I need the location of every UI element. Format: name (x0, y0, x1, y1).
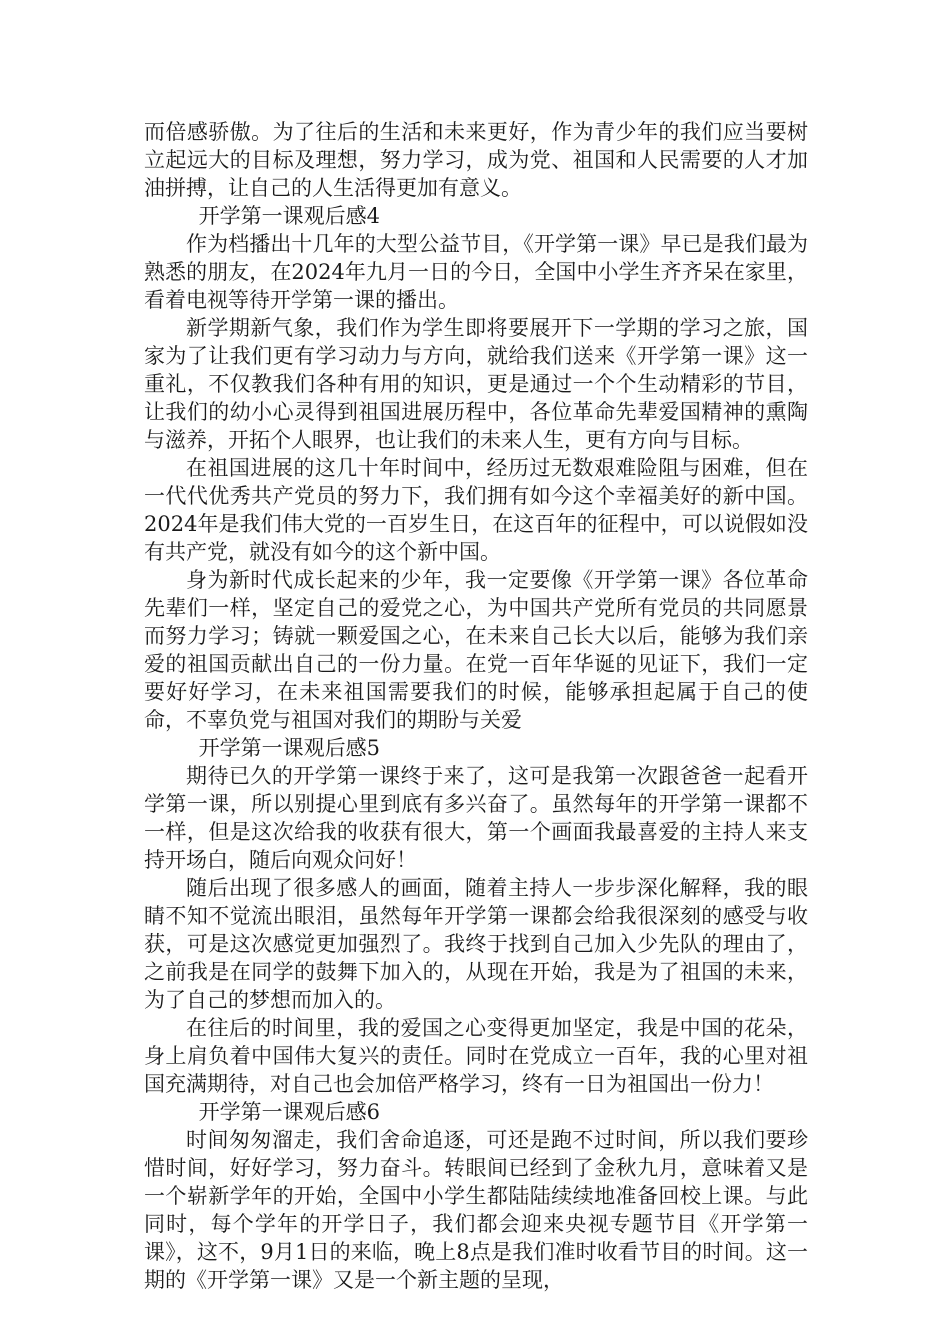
paragraph: 在祖国进展的这几十年时间中，经历过无数艰难险阻与困难，但在一代代优秀共产党员的努力下，我们拥有如今这个幸福美好的新中国。2024年是我们伟大党的一百岁生日，在这百年的征程中，可以说假如没有共产党，就没有如今的这个新中国。 (144, 456, 808, 564)
paragraph: 时间匆匆溜走，我们舍命追逐，可还是跑不过时间，所以我们要珍惜时间，好好学习，努力奋斗。转眼间已经到了金秋九月，意味着又是一个崭新学年的开始，全国中小学生都陆陆续续地准备回校上课。与此同时，每个学年的开学日子，我们都会迎来央视专题节目《开学第一课》，这不，9月1日的来临，晚上8点是我们准时收看节目的时间。这一期的《开学第一课》又是一个新主题的呈现， (144, 1128, 808, 1292)
paragraph: 身为新时代成长起来的少年，我一定要像《开学第一课》各位革命先辈们一样，坚定自己的爱党之心，为中国共产党所有党员的共同愿景而努力学习；铸就一颗爱国之心，在未来自己长大以后，能够为我们亲爱的祖国贡献出自己的一份力量。在党一百年华诞的见证下，我们一定要好好学习，在未来祖国需要我们的时候，能够承担起属于自己的使命，不辜负党与祖国对我们的期盼与关爱 (144, 568, 808, 732)
section-heading-5: 开学第一课观后感5 (198, 736, 380, 760)
section-heading-4: 开学第一课观后感4 (198, 204, 380, 228)
paragraph: 作为档播出十几年的大型公益节目，《开学第一课》早已是我们最为熟悉的朋友，在2024年九月一日的今日，全国中小学生齐齐呆在家里，看着电视等待开学第一课的播出。 (144, 232, 808, 312)
paragraph: 期待已久的开学第一课终于来了，这可是我第一次跟爸爸一起看开学第一课，所以别提心里到底有多兴奋了。虽然每年的开学第一课都不一样，但是这次给我的收获有很大，第一个画面我最喜爱的主持人来支持开场白，随后向观众问好！ (144, 764, 808, 872)
paragraph: 新学期新气象，我们作为学生即将要展开下一学期的学习之旅，国家为了让我们更有学习动力与方向，就给我们送来《开学第一课》这一重礼，不仅教我们各种有用的知识，更是通过一个个生动精彩的节目，让我们的幼小心灵得到祖国进展历程中，各位革命先辈爱国精神的熏陶与滋养，开拓个人眼界，也让我们的未来人生，更有方向与目标。 (144, 316, 808, 452)
paragraph: 而倍感骄傲。为了往后的生活和未来更好，作为青少年的我们应当要树立起远大的目标及理想，努力学习，成为党、祖国和人民需要的人才加油拼搏，让自己的人生活得更加有意义。 (144, 120, 808, 200)
document-page (144, 118, 808, 1294)
paragraph: 在往后的时间里，我的爱国之心变得更加坚定，我是中国的花朵，身上肩负着中国伟大复兴的责任。同时在党成立一百年，我的心里对祖国充满期待，对自己也会加倍严格学习，终有一日为祖国出一份力！ (144, 1016, 808, 1096)
section-heading-6: 开学第一课观后感6 (198, 1100, 380, 1124)
paragraph: 随后出现了很多感人的画面，随着主持人一步步深化解释，我的眼睛不知不觉流出眼泪，虽然每年开学第一课都会给我很深刻的感受与收获，可是这次感觉更加强烈了。我终于找到自己加入少先队的理由了，之前我是在同学的鼓舞下加入的，从现在开始，我是为了祖国的未来，为了自己的梦想而加入的。 (144, 876, 808, 1012)
